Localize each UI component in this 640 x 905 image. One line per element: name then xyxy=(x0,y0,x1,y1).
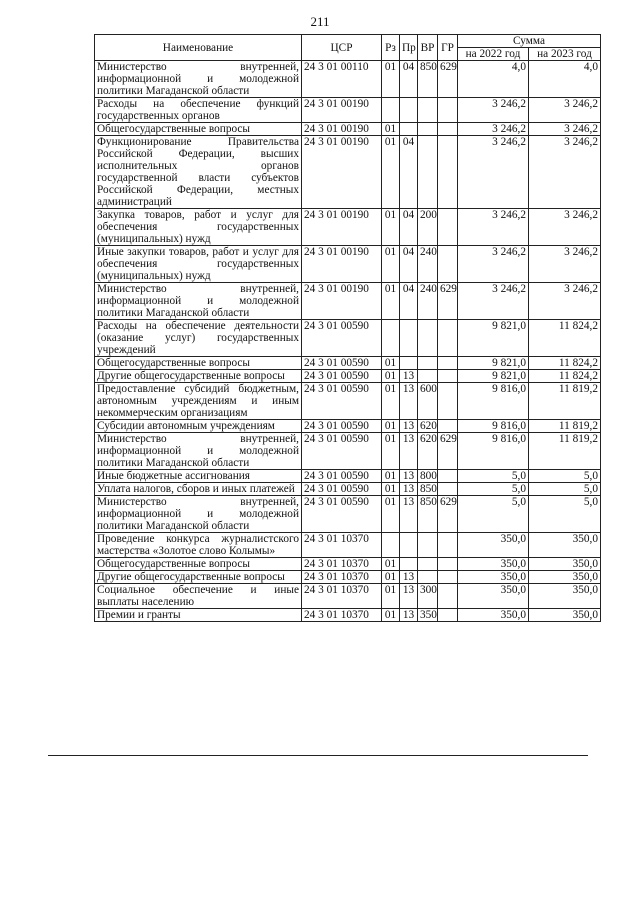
cell-sum-2023: 4,0 xyxy=(529,61,601,98)
cell-pr xyxy=(400,533,418,558)
cell-gr xyxy=(438,209,458,246)
cell-vr: 800 xyxy=(418,470,438,483)
cell-rz: 01 xyxy=(382,246,400,283)
cell-vr: 620 xyxy=(418,420,438,433)
cell-csr: 24 3 01 00190 xyxy=(302,209,382,246)
cell-gr xyxy=(438,558,458,571)
cell-sum-2022: 9 821,0 xyxy=(458,357,529,370)
cell-sum-2022: 4,0 xyxy=(458,61,529,98)
cell-sum-2023: 11 824,2 xyxy=(529,370,601,383)
table-row xyxy=(95,609,601,622)
cell-pr xyxy=(400,320,418,357)
cell-vr xyxy=(418,98,438,123)
cell-name: Расходы на обеспечение деятельности (оказание услуг) государственных учреждений xyxy=(95,320,302,357)
cell-name: Социальное обеспечение и иные выплаты населению xyxy=(95,584,302,609)
cell-sum-2022: 3 246,2 xyxy=(458,136,529,209)
footer-divider xyxy=(48,755,588,756)
cell-rz: 01 xyxy=(382,370,400,383)
cell-gr xyxy=(438,420,458,433)
cell-csr: 24 3 01 00190 xyxy=(302,246,382,283)
table-row xyxy=(95,283,601,320)
cell-gr xyxy=(438,483,458,496)
header-vr: ВР xyxy=(418,35,438,61)
table-row xyxy=(95,136,601,209)
cell-pr: 13 xyxy=(400,483,418,496)
cell-sum-2022: 9 821,0 xyxy=(458,320,529,357)
cell-vr xyxy=(418,123,438,136)
cell-sum-2022: 3 246,2 xyxy=(458,283,529,320)
cell-name: Общегосударственные вопросы xyxy=(95,558,302,571)
cell-sum-2023: 350,0 xyxy=(529,533,601,558)
cell-vr: 620 xyxy=(418,433,438,470)
cell-sum-2022: 9 821,0 xyxy=(458,370,529,383)
cell-sum-2023: 5,0 xyxy=(529,470,601,483)
table-row xyxy=(95,320,601,357)
cell-name: Проведение конкурса журналистского мастерства «Золотое слово Колымы» xyxy=(95,533,302,558)
cell-rz: 01 xyxy=(382,433,400,470)
cell-gr xyxy=(438,383,458,420)
cell-name: Предоставление субсидий бюджетным, автономным учреждениям и иным некоммерческим организациям xyxy=(95,383,302,420)
cell-name: Министерство внутренней, информационной и молодежной политики Магаданской области xyxy=(95,433,302,470)
cell-sum-2023: 350,0 xyxy=(529,571,601,584)
cell-rz: 01 xyxy=(382,558,400,571)
table-row xyxy=(95,61,601,98)
cell-vr: 350 xyxy=(418,609,438,622)
cell-csr: 24 3 01 10370 xyxy=(302,584,382,609)
cell-csr: 24 3 01 00590 xyxy=(302,483,382,496)
cell-sum-2022: 3 246,2 xyxy=(458,246,529,283)
cell-vr: 600 xyxy=(418,383,438,420)
cell-csr: 24 3 01 10370 xyxy=(302,558,382,571)
cell-sum-2023: 3 246,2 xyxy=(529,246,601,283)
cell-pr xyxy=(400,123,418,136)
cell-sum-2023: 11 824,2 xyxy=(529,320,601,357)
cell-sum-2023: 3 246,2 xyxy=(529,209,601,246)
cell-sum-2023: 350,0 xyxy=(529,609,601,622)
cell-rz: 01 xyxy=(382,357,400,370)
cell-csr: 24 3 01 00590 xyxy=(302,420,382,433)
cell-sum-2023: 3 246,2 xyxy=(529,136,601,209)
cell-rz: 01 xyxy=(382,209,400,246)
cell-gr xyxy=(438,571,458,584)
table-row xyxy=(95,571,601,584)
cell-sum-2022: 350,0 xyxy=(458,584,529,609)
table-row xyxy=(95,98,601,123)
header-gr: ГР xyxy=(438,35,458,61)
cell-sum-2023: 11 819,2 xyxy=(529,420,601,433)
cell-pr: 13 xyxy=(400,571,418,584)
cell-csr: 24 3 01 00590 xyxy=(302,357,382,370)
cell-name: Общегосударственные вопросы xyxy=(95,357,302,370)
cell-sum-2022: 3 246,2 xyxy=(458,123,529,136)
cell-csr: 24 3 01 00190 xyxy=(302,283,382,320)
cell-rz: 01 xyxy=(382,420,400,433)
cell-gr xyxy=(438,609,458,622)
cell-sum-2022: 3 246,2 xyxy=(458,209,529,246)
cell-pr xyxy=(400,558,418,571)
table-row xyxy=(95,209,601,246)
cell-pr: 13 xyxy=(400,470,418,483)
cell-rz: 01 xyxy=(382,61,400,98)
cell-gr xyxy=(438,320,458,357)
header-year-2022: на 2022 год xyxy=(458,48,529,61)
cell-gr xyxy=(438,98,458,123)
cell-csr: 24 3 01 00590 xyxy=(302,496,382,533)
table-row xyxy=(95,357,601,370)
cell-sum-2022: 5,0 xyxy=(458,470,529,483)
cell-sum-2022: 9 816,0 xyxy=(458,383,529,420)
header-name: Наименование xyxy=(95,35,302,61)
cell-vr: 240 xyxy=(418,283,438,320)
table-row xyxy=(95,123,601,136)
cell-pr: 13 xyxy=(400,383,418,420)
cell-rz: 01 xyxy=(382,496,400,533)
cell-pr: 13 xyxy=(400,370,418,383)
cell-sum-2023: 3 246,2 xyxy=(529,123,601,136)
cell-csr: 24 3 01 10370 xyxy=(302,609,382,622)
cell-rz: 01 xyxy=(382,609,400,622)
cell-csr: 24 3 01 00590 xyxy=(302,383,382,420)
cell-gr: 629 xyxy=(438,283,458,320)
cell-vr: 300 xyxy=(418,584,438,609)
cell-sum-2022: 5,0 xyxy=(458,483,529,496)
table-row xyxy=(95,496,601,533)
cell-sum-2023: 350,0 xyxy=(529,584,601,609)
cell-csr: 24 3 01 00590 xyxy=(302,470,382,483)
cell-pr: 13 xyxy=(400,420,418,433)
cell-sum-2022: 5,0 xyxy=(458,496,529,533)
cell-csr: 24 3 01 00590 xyxy=(302,320,382,357)
cell-gr xyxy=(438,136,458,209)
cell-sum-2023: 3 246,2 xyxy=(529,98,601,123)
cell-csr: 24 3 01 10370 xyxy=(302,533,382,558)
table-row xyxy=(95,246,601,283)
cell-vr xyxy=(418,320,438,357)
cell-sum-2022: 350,0 xyxy=(458,609,529,622)
header-csr: ЦСР xyxy=(302,35,382,61)
cell-vr xyxy=(418,571,438,584)
cell-gr xyxy=(438,470,458,483)
cell-vr: 240 xyxy=(418,246,438,283)
cell-pr: 04 xyxy=(400,136,418,209)
table-row xyxy=(95,470,601,483)
table-row xyxy=(95,558,601,571)
cell-name: Уплата налогов, сборов и иных платежей xyxy=(95,483,302,496)
table-row xyxy=(95,383,601,420)
cell-pr: 04 xyxy=(400,283,418,320)
cell-gr xyxy=(438,123,458,136)
cell-sum-2023: 350,0 xyxy=(529,558,601,571)
cell-rz xyxy=(382,533,400,558)
cell-pr xyxy=(400,357,418,370)
cell-name: Расходы на обеспечение функций государственных органов xyxy=(95,98,302,123)
cell-pr xyxy=(400,98,418,123)
cell-sum-2022: 350,0 xyxy=(458,558,529,571)
cell-sum-2022: 3 246,2 xyxy=(458,98,529,123)
cell-name: Общегосударственные вопросы xyxy=(95,123,302,136)
cell-pr: 13 xyxy=(400,496,418,533)
cell-sum-2023: 11 824,2 xyxy=(529,357,601,370)
cell-name: Министерство внутренней, информационной и молодежной политики Магаданской области xyxy=(95,283,302,320)
cell-csr: 24 3 01 00110 xyxy=(302,61,382,98)
cell-sum-2023: 5,0 xyxy=(529,483,601,496)
cell-gr: 629 xyxy=(438,496,458,533)
header-year-2023: на 2023 год xyxy=(529,48,601,61)
cell-vr xyxy=(418,558,438,571)
cell-csr: 24 3 01 00190 xyxy=(302,136,382,209)
header-sum: Сумма xyxy=(458,35,601,48)
cell-rz: 01 xyxy=(382,584,400,609)
cell-rz xyxy=(382,320,400,357)
cell-sum-2022: 350,0 xyxy=(458,571,529,584)
cell-rz: 01 xyxy=(382,383,400,420)
cell-vr xyxy=(418,370,438,383)
cell-pr: 04 xyxy=(400,209,418,246)
cell-name: Иные бюджетные ассигнования xyxy=(95,470,302,483)
cell-csr: 24 3 01 00590 xyxy=(302,433,382,470)
table-row xyxy=(95,370,601,383)
cell-pr: 13 xyxy=(400,609,418,622)
cell-name: Иные закупки товаров, работ и услуг для обеспечения государственных (муниципальных) нужд xyxy=(95,246,302,283)
header-rz: Рз xyxy=(382,35,400,61)
cell-vr xyxy=(418,533,438,558)
table-row xyxy=(95,483,601,496)
cell-name: Функционирование Правительства Российской Федерации, высших исполнительных органов государственной власти субъектов Российской Федерации, местных администраций xyxy=(95,136,302,209)
table-row xyxy=(95,420,601,433)
cell-rz: 01 xyxy=(382,136,400,209)
cell-vr: 850 xyxy=(418,483,438,496)
table-row xyxy=(95,584,601,609)
cell-rz xyxy=(382,98,400,123)
cell-sum-2023: 5,0 xyxy=(529,496,601,533)
cell-pr: 13 xyxy=(400,584,418,609)
cell-name: Другие общегосударственные вопросы xyxy=(95,571,302,584)
cell-gr: 629 xyxy=(438,433,458,470)
table-body xyxy=(95,61,601,622)
cell-vr: 850 xyxy=(418,496,438,533)
cell-rz: 01 xyxy=(382,483,400,496)
cell-sum-2023: 11 819,2 xyxy=(529,383,601,420)
cell-sum-2022: 9 816,0 xyxy=(458,420,529,433)
cell-gr xyxy=(438,246,458,283)
cell-gr: 629 xyxy=(438,61,458,98)
page-number: 211 xyxy=(310,14,330,29)
cell-gr xyxy=(438,584,458,609)
cell-rz: 01 xyxy=(382,283,400,320)
cell-name: Другие общегосударственные вопросы xyxy=(95,370,302,383)
cell-csr: 24 3 01 00590 xyxy=(302,370,382,383)
cell-csr: 24 3 01 00190 xyxy=(302,98,382,123)
table-row xyxy=(95,533,601,558)
cell-gr xyxy=(438,533,458,558)
cell-rz: 01 xyxy=(382,470,400,483)
cell-vr xyxy=(418,357,438,370)
cell-vr: 200 xyxy=(418,209,438,246)
cell-csr: 24 3 01 10370 xyxy=(302,571,382,584)
cell-rz: 01 xyxy=(382,571,400,584)
cell-gr xyxy=(438,357,458,370)
cell-name: Премии и гранты xyxy=(95,609,302,622)
cell-pr: 13 xyxy=(400,433,418,470)
cell-csr: 24 3 01 00190 xyxy=(302,123,382,136)
cell-pr: 04 xyxy=(400,246,418,283)
cell-rz: 01 xyxy=(382,123,400,136)
cell-sum-2022: 350,0 xyxy=(458,533,529,558)
cell-sum-2023: 3 246,2 xyxy=(529,283,601,320)
cell-pr: 04 xyxy=(400,61,418,98)
table-row xyxy=(95,433,601,470)
cell-vr xyxy=(418,136,438,209)
cell-vr: 850 xyxy=(418,61,438,98)
budget-table xyxy=(94,34,601,622)
cell-name: Министерство внутренней, информационной и молодежной политики Магаданской области xyxy=(95,61,302,98)
header-pr: Пр xyxy=(400,35,418,61)
cell-sum-2022: 9 816,0 xyxy=(458,433,529,470)
cell-name: Министерство внутренней, информационной и молодежной политики Магаданской области xyxy=(95,496,302,533)
cell-sum-2023: 11 819,2 xyxy=(529,433,601,470)
cell-name: Закупка товаров, работ и услуг для обеспечения государственных (муниципальных) нужд xyxy=(95,209,302,246)
cell-gr xyxy=(438,370,458,383)
cell-name: Субсидии автономным учреждениям xyxy=(95,420,302,433)
